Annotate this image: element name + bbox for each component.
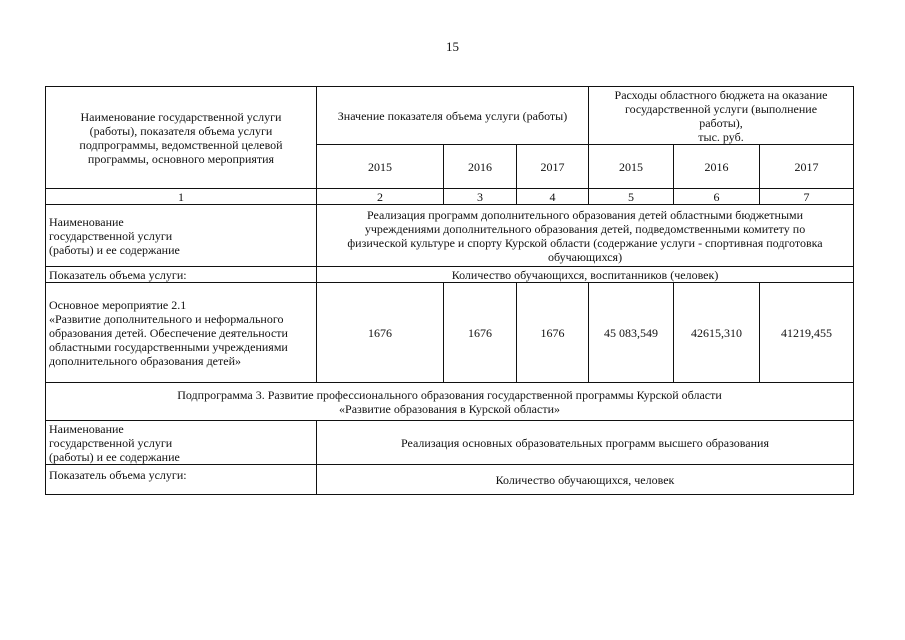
- indicator-row: [46, 267, 854, 283]
- year-cell: 2015: [317, 145, 444, 189]
- header-budget-column: Расходы областного бюджета на оказание государственной услуги (выполнение работы), тыс. руб.: [589, 87, 854, 145]
- indicator2-row: [46, 465, 854, 495]
- header-name-column: Наименование государственной услуги (работы), показателя объема услуги подпрограммы, ведомственной целевой программы, основного мероприятия: [46, 87, 317, 189]
- year-cell: 2017: [517, 145, 589, 189]
- year-cell: 2016: [444, 145, 517, 189]
- indicator-description: Количество обучающихся, воспитанников (человек): [317, 267, 854, 283]
- subprogram-title: Подпрограмма 3. Развитие профессионального образования государственной программы Курской области «Развитие образования в Курской области»: [46, 383, 854, 421]
- header-volume-column: Значение показателя объема услуги (работы): [317, 87, 589, 145]
- measure-value: 1676: [317, 283, 444, 383]
- budget-table: [45, 86, 854, 495]
- indicator-label: Показатель объема услуги:: [46, 267, 317, 283]
- service2-description: Реализация основных образовательных программ высшего образования: [317, 421, 854, 465]
- column-number: 6: [674, 189, 760, 205]
- measure-label: Основное мероприятие 2.1 «Развитие дополнительного и неформального образования детей. Обеспечение деятельности областными государственными учреждениями дополнительного образования детей»: [46, 283, 317, 383]
- indicator2-label: Показатель объема услуги:: [46, 465, 317, 495]
- year-cell: 2017: [760, 145, 854, 189]
- column-number: 4: [517, 189, 589, 205]
- indicator2-description: Количество обучающихся, человек: [317, 465, 854, 495]
- service-row: [46, 205, 854, 267]
- service2-row: [46, 421, 854, 465]
- page-number: 15: [446, 39, 459, 54]
- measure-value: 42615,310: [674, 283, 760, 383]
- column-number: 3: [444, 189, 517, 205]
- measure-value: 41219,455: [760, 283, 854, 383]
- measure-row: [46, 283, 854, 383]
- column-number: 5: [589, 189, 674, 205]
- column-number: 2: [317, 189, 444, 205]
- measure-value: 1676: [444, 283, 517, 383]
- header-row: [46, 87, 854, 145]
- column-number: 7: [760, 189, 854, 205]
- year-cell: 2016: [674, 145, 760, 189]
- subprogram-row: [46, 383, 854, 421]
- column-numbers-row: [46, 189, 854, 205]
- service-description: Реализация программ дополнительного образования детей областными бюджетными учреждениями дополнительного образования детей, подведомственными комитету по физической культуре и спорту Курской области (содержание услуги - спортивная подготовка обучающихся): [317, 205, 854, 267]
- year-cell: 2015: [589, 145, 674, 189]
- service-label: Наименование государственной услуги (работы) и ее содержание: [46, 205, 317, 267]
- column-number: 1: [46, 189, 317, 205]
- service2-label: Наименование государственной услуги (работы) и ее содержание: [46, 421, 317, 465]
- measure-value: 45 083,549: [589, 283, 674, 383]
- measure-value: 1676: [517, 283, 589, 383]
